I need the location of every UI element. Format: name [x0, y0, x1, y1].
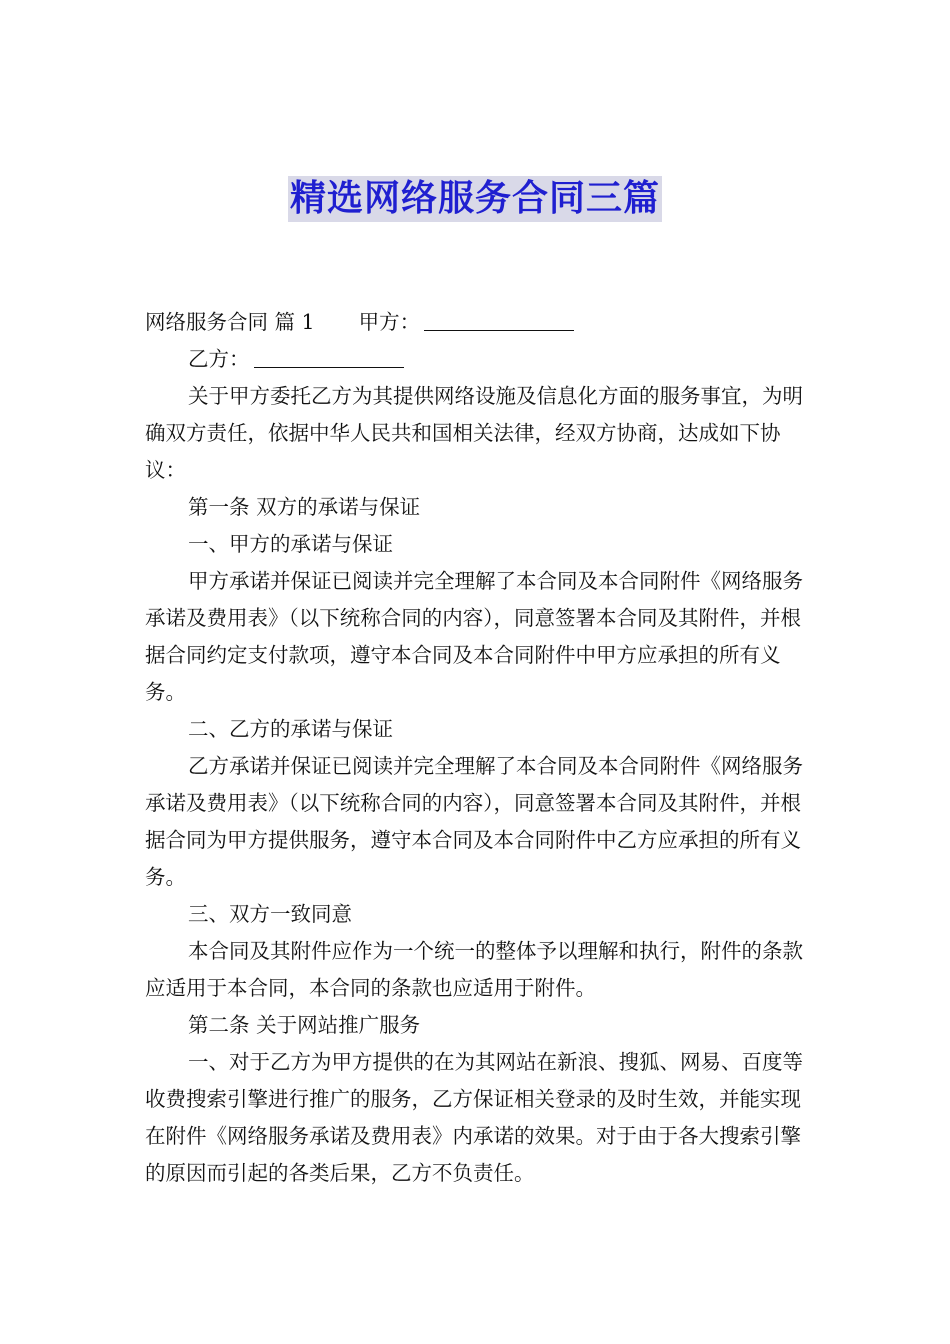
paragraph: 本合同及其附件应作为一个统一的整体予以理解和执行，附件的条款应适用于本合同，本合同的条款也应适用于附件。: [145, 939, 804, 1000]
paragraph: 乙方承诺并保证已阅读并完全理解了本合同及本合同附件《网络服务承诺及费用表》（以下统称合同的内容），同意签署本合同及其附件，并根据合同为甲方提供服务，遵守本合同及本合同附件中乙方应承担的所有义务。: [145, 754, 804, 889]
subsection-heading: 三、双方一致同意: [188, 902, 353, 926]
paragraph: 一、对于乙方为甲方提供的在为其网站在新浪、搜狐、网易、百度等收费搜索引擎进行推广的服务，乙方保证相关登录的及时生效，并能实现在附件《网络服务承诺及费用表》内承诺的效果。对于由于各大搜索引擎的原因而引起的各类后果，乙方不负责任。: [145, 1050, 804, 1185]
title-container: [0, 176, 950, 222]
subsection-heading: 一、甲方的承诺与保证: [188, 532, 394, 556]
paragraph: 关于甲方委托乙方为其提供网络设施及信息化方面的服务事宜，为明确双方责任，依据中华人民共和国相关法律，经双方协商，达成如下协议：: [145, 384, 804, 482]
party-b-line: [145, 341, 805, 378]
party-b-label: 乙方：: [188, 347, 250, 371]
subsection-heading: 二、乙方的承诺与保证: [188, 717, 394, 741]
party-a-label: 甲方：: [358, 310, 421, 334]
party-a-blank: [424, 310, 574, 331]
contract-heading: 网络服务合同 篇 1: [145, 310, 315, 334]
section-heading: 第二条 关于网站推广服务: [188, 1013, 421, 1037]
paragraph: 甲方承诺并保证已阅读并完全理解了本合同及本合同附件《网络服务承诺及费用表》（以下统称合同的内容），同意签署本合同及其附件，并根据合同约定支付款项，遵守本合同及本合同附件中甲方应承担的所有义务。: [145, 569, 804, 704]
section-heading: 第一条 双方的承诺与保证: [188, 495, 421, 519]
document-title: 精选网络服务合同三篇: [288, 176, 662, 222]
heading-line: [145, 304, 805, 341]
document-body: [145, 304, 805, 1192]
party-b-blank: [254, 347, 404, 368]
